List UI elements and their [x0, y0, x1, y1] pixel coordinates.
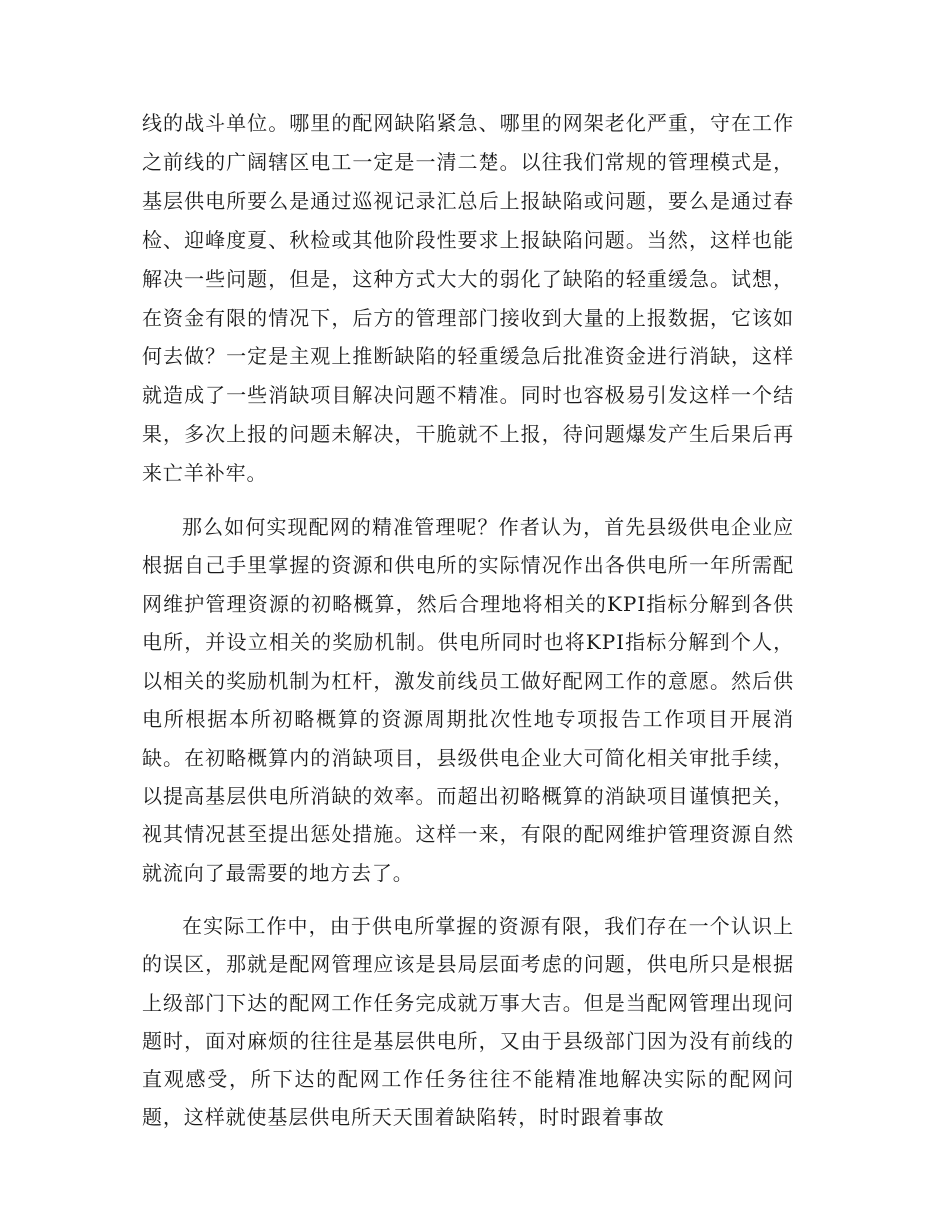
document-body	[142, 104, 794, 1136]
paragraph-practical-work: 在实际工作中，由于供电所掌握的资源有限，我们存在一个认识上的误区，那就是配网管理应该是县局层面考虑的问题，供电所只是根据上级部门下达的配网工作任务完成就万事大吉。但是当配网管理出现问题时，面对麻烦的往往是基层供电所，又由于县级部门因为没有前线的直观感受，所下达的配网工作任务往往不能精准地解决实际的配网问题，这样就使基层供电所天天围着缺陷转，时时跟着事故	[142, 914, 794, 1130]
paragraph-continued: 线的战斗单位。哪里的配网缺陷紧急、哪里的网架老化严重，守在工作之前线的广阔辖区电工一定是一清二楚。以往我们常规的管理模式是，基层供电所要么是通过巡视记录汇总后上报缺陷或问题，要么是通过春检、迎峰度夏、秋检或其他阶段性要求上报缺陷问题。当然，这样也能解决一些问题，但是，这种方式大大的弱化了缺陷的轻重缓急。试想，在资金有限的情况下，后方的管理部门接收到大量的上报数据，它该如何去做？一定是主观上推断缺陷的轻重缓急后批准资金进行消缺，这样就造成了一些消缺项目解决问题不精准。同时也容极易引发这样一个结果，多次上报的问题未解决，干脆就不上报，待问题爆发产生后果后再来亡羊补牢。	[142, 111, 794, 486]
paragraph-precise-management: 那么如何实现配网的精准管理呢？作者认为，首先县级供电企业应根据自己手里掌握的资源和供电所的实际情况作出各供电所一年所需配网维护管理资源的初略概算，然后合理地将相关的KPI指标分解到各供电所，并设立相关的奖励机制。供电所同时也将KPI指标分解到个人，以相关的奖励机制为杠杆，激发前线员工做好配网工作的意愿。然后供电所根据本所初略概算的资源周期批次性地专项报告工作项目开展消缺。在初略概算内的消缺项目，县级供电企业大可简化相关审批手续，以提高基层供电所消缺的效率。而超出初略概算的消缺项目谨慎把关，视其情况甚至提出惩处措施。这样一来，有限的配网维护管理资源自然就流向了最需要的地方去了。	[142, 515, 794, 885]
